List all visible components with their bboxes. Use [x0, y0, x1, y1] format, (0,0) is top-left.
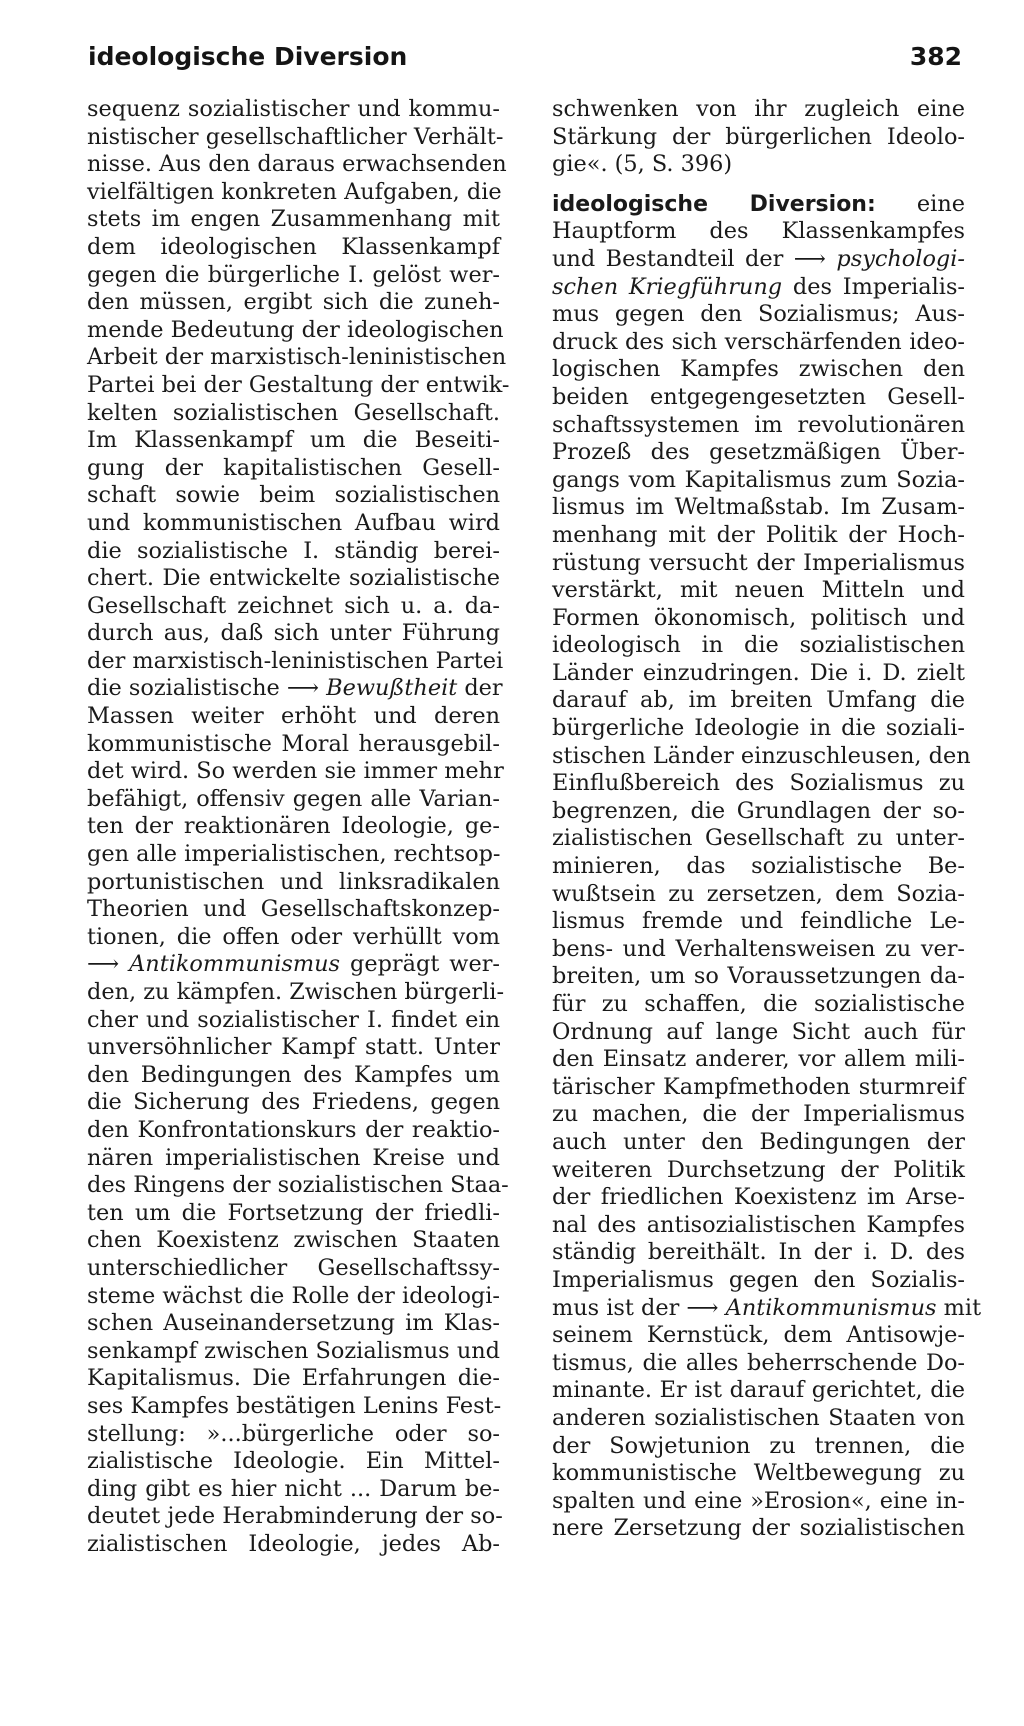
text-line: Massen weiter erhöht und deren	[87, 703, 500, 730]
text-line: dem ideologischen Klassenkampf	[87, 233, 500, 260]
text-line: gie«. (5, S. 396)	[552, 151, 733, 178]
text-line: det wird. So werden sie immer mehr	[87, 758, 504, 785]
text-line: seinem Kernstück, dem Antisowje-	[552, 1322, 965, 1349]
text-line: mus ist der ⟶ Antikommunismus mit	[552, 1294, 982, 1321]
text-line: gung der kapitalistischen Gesell-	[87, 454, 500, 481]
text-line: Hauptform des Klassenkampfes	[552, 218, 965, 245]
text-line: stets im engen Zusammenhang mit	[87, 206, 500, 233]
text-line: anderen sozialistischen Staaten von	[552, 1404, 965, 1431]
text-line: schen Kriegführung des Imperialis-	[552, 273, 965, 300]
text-line: logischen Kampfes zwischen den	[552, 356, 965, 383]
text-line: gen alle imperialistischen, rechtsop-	[87, 841, 501, 868]
text-line: den müssen, ergibt sich die zuneh-	[87, 289, 500, 316]
text-line: breiten, um so Voraussetzungen da-	[552, 963, 965, 990]
text-line: schen Auseinandersetzung im Klas-	[87, 1310, 500, 1337]
text-line: cher und sozialistischer I. findet ein	[87, 1006, 500, 1033]
text-line: gangs vom Kapitalismus zum Sozia-	[552, 466, 965, 493]
text-line: Prozeß des gesetzmäßigen Über-	[552, 439, 965, 466]
text-line: und Bestandteil der ⟶ psychologi-	[552, 245, 965, 272]
text-line: ten der reaktionären Ideologie, ge-	[87, 813, 500, 840]
text-line: sequenz sozialistischer und kommu-	[87, 96, 500, 122]
text-line: ten um die Fortsetzung der friedli-	[87, 1199, 500, 1226]
right-column	[552, 96, 982, 1543]
text-line: bürgerliche Ideologie in die soziali-	[552, 715, 965, 742]
text-line: minante. Er ist darauf gerichtet, die	[552, 1377, 965, 1404]
text-line: schaft sowie beim sozialistischen	[87, 482, 500, 509]
text-line: auch unter den Bedingungen der	[552, 1128, 965, 1155]
text-line: der friedlichen Koexistenz im Arse-	[552, 1184, 965, 1211]
page-number: 382	[909, 42, 962, 71]
text-line: Partei bei der Gestaltung der entwik-	[87, 371, 510, 398]
entry-headword-line: ideologische Diversion: eine	[552, 190, 965, 217]
text-line: stischen Länder einzuschleusen, den	[552, 742, 971, 769]
text-line: Im Klassenkampf um die Beseiti-	[87, 427, 500, 454]
text-line: chen Koexistenz zwischen Staaten	[87, 1227, 500, 1254]
text-line: chert. Die entwickelte sozialistische	[87, 565, 500, 592]
text-line: den Konfrontationskurs der reaktio-	[87, 1116, 500, 1143]
text-line: Imperialismus gegen den Sozialis-	[552, 1266, 965, 1293]
text-line: verstärkt, mit neuen Mitteln und	[552, 577, 965, 604]
text-line: beiden entgegengesetzten Gesell-	[552, 383, 965, 410]
text-line: ses Kampfes bestätigen Lenins Fest-	[87, 1392, 502, 1419]
text-line: der marxistisch-leninistischen Partei	[87, 647, 504, 674]
text-line: wußtsein zu zersetzen, dem Sozia-	[552, 880, 965, 907]
text-line: Einflußbereich des Sozialismus zu	[552, 770, 965, 797]
text-line: nal des antisozialistischen Kampfes	[552, 1211, 965, 1238]
text-line: portunistischen und linksradikalen	[87, 868, 500, 895]
text-line: die sozialistische ⟶ Bewußtheit der	[87, 675, 503, 702]
text-line: und kommunistischen Aufbau wird	[87, 509, 500, 536]
text-line: nistischer gesellschaftlicher Verhält-	[87, 123, 504, 150]
text-line: mende Bedeutung der ideologischen	[87, 316, 504, 343]
text-line: steme wächst die Rolle der ideologi-	[87, 1282, 500, 1309]
text-line: den Bedingungen des Kampfes um	[87, 1061, 500, 1088]
text-line: vielfältigen konkreten Aufgaben, die	[87, 178, 502, 205]
entry-spacer	[552, 179, 965, 191]
entry-headword: ideologische Diversion:	[552, 191, 876, 217]
text-line: kommunistische Weltbewegung zu	[552, 1460, 965, 1487]
text-line: tionen, die offen oder verhüllt vom	[87, 923, 500, 950]
text-line: Formen ökonomisch, politisch und	[552, 604, 965, 631]
text-line: die sozialistische I. ständig berei-	[87, 537, 500, 564]
text-line: zialistische Ideologie. Ein Mittel-	[87, 1448, 500, 1475]
text-line: stellung: »...bürgerliche oder so-	[87, 1420, 500, 1447]
running-head: ideologische Diversion	[88, 42, 408, 71]
text-line: senkampf zwischen Sozialismus und	[87, 1337, 500, 1364]
text-line: unterschiedlicher Gesellschaftssy-	[87, 1254, 500, 1281]
text-line: nere Zersetzung der sozialistischen	[552, 1515, 965, 1542]
page-header	[88, 42, 962, 82]
text-line: tismus, die alles beherrschende Do-	[552, 1349, 965, 1376]
text-line: ⟶ Antikommunismus geprägt wer-	[87, 951, 500, 978]
text-line: unversöhnlicher Kampf statt. Unter	[87, 1034, 500, 1061]
text-line: bens- und Verhaltensweisen zu ver-	[552, 935, 965, 962]
text-line: für zu schaffen, die sozialistische	[552, 991, 965, 1017]
text-line: spalten und eine »Erosion«, eine in-	[552, 1487, 965, 1514]
text-line: schwenken von ihr zugleich eine	[552, 96, 965, 122]
text-line: zialistischen Gesellschaft zu unter-	[552, 825, 965, 852]
text-line: Stärkung der bürgerlichen Ideolo-	[552, 123, 965, 150]
text-line: Länder einzudringen. Die i. D. zielt	[552, 659, 965, 686]
text-line: mus gegen den Sozialismus; Aus-	[552, 301, 965, 328]
text-line: darauf ab, im breiten Umfang die	[552, 687, 965, 714]
text-line: ständig bereithält. In der i. D. des	[552, 1239, 965, 1266]
text-line: ding gibt es hier nicht ... Darum be-	[87, 1475, 500, 1502]
text-line: Ordnung auf lange Sicht auch für	[552, 1018, 965, 1045]
text-line: den Einsatz anderer, vor allem mili-	[552, 1046, 965, 1073]
text-line: menhang mit der Politik der Hoch-	[552, 521, 965, 548]
text-line: nären imperialistischen Kreise und	[87, 1144, 500, 1171]
left-column	[87, 96, 510, 1558]
text-line: tärischer Kampfmethoden sturmreif	[552, 1073, 965, 1100]
text-line: Arbeit der marxistisch-leninistischen	[87, 344, 507, 371]
text-line: zu machen, die der Imperialismus	[552, 1101, 965, 1128]
text-line: die Sicherung des Friedens, gegen	[87, 1089, 500, 1116]
text-line: deutet jede Herabminderung der so-	[87, 1503, 503, 1530]
text-line: durch aus, daß sich unter Führung	[87, 620, 500, 647]
text-line: ideologisch in die sozialistischen	[552, 632, 965, 659]
text-line: befähigt, offensiv gegen alle Varian-	[87, 785, 500, 812]
text-line: lismus im Weltmaßstab. Im Zusam-	[552, 494, 965, 521]
text-line: druck des sich verschärfenden ideo-	[552, 328, 965, 355]
text-line: weiteren Durchsetzung der Politik	[552, 1156, 965, 1183]
text-line: kommunistische Moral herausgebil-	[87, 730, 500, 757]
text-line: lismus fremde und feindliche Le-	[552, 908, 965, 935]
text-line: kelten sozialistischen Gesellschaft.	[87, 399, 500, 426]
text-line: den, zu kämpfen. Zwischen bürgerli-	[87, 979, 505, 1005]
text-line: Kapitalismus. Die Erfahrungen die-	[87, 1365, 500, 1392]
text-line: minieren, das sozialistische Be-	[552, 853, 965, 880]
text-line: zialistischen Ideologie, jedes Ab-	[87, 1530, 500, 1557]
text-line: nisse. Aus den daraus erwachsenden	[87, 151, 507, 178]
text-line: Theorien und Gesellschaftskonzep-	[87, 896, 500, 923]
text-line: rüstung versucht der Imperialismus	[552, 549, 965, 576]
text-line: begrenzen, die Grundlagen der so-	[552, 797, 965, 824]
text-line: der Sowjetunion zu trennen, die	[552, 1432, 965, 1459]
text-line: Gesellschaft zeichnet sich u. a. da-	[87, 592, 500, 619]
text-line: des Ringens der sozialistischen Staa-	[87, 1172, 509, 1199]
text-line: gegen die bürgerliche I. gelöst wer-	[87, 261, 500, 288]
text-line: schaftssystemen im revolutionären	[552, 411, 965, 438]
